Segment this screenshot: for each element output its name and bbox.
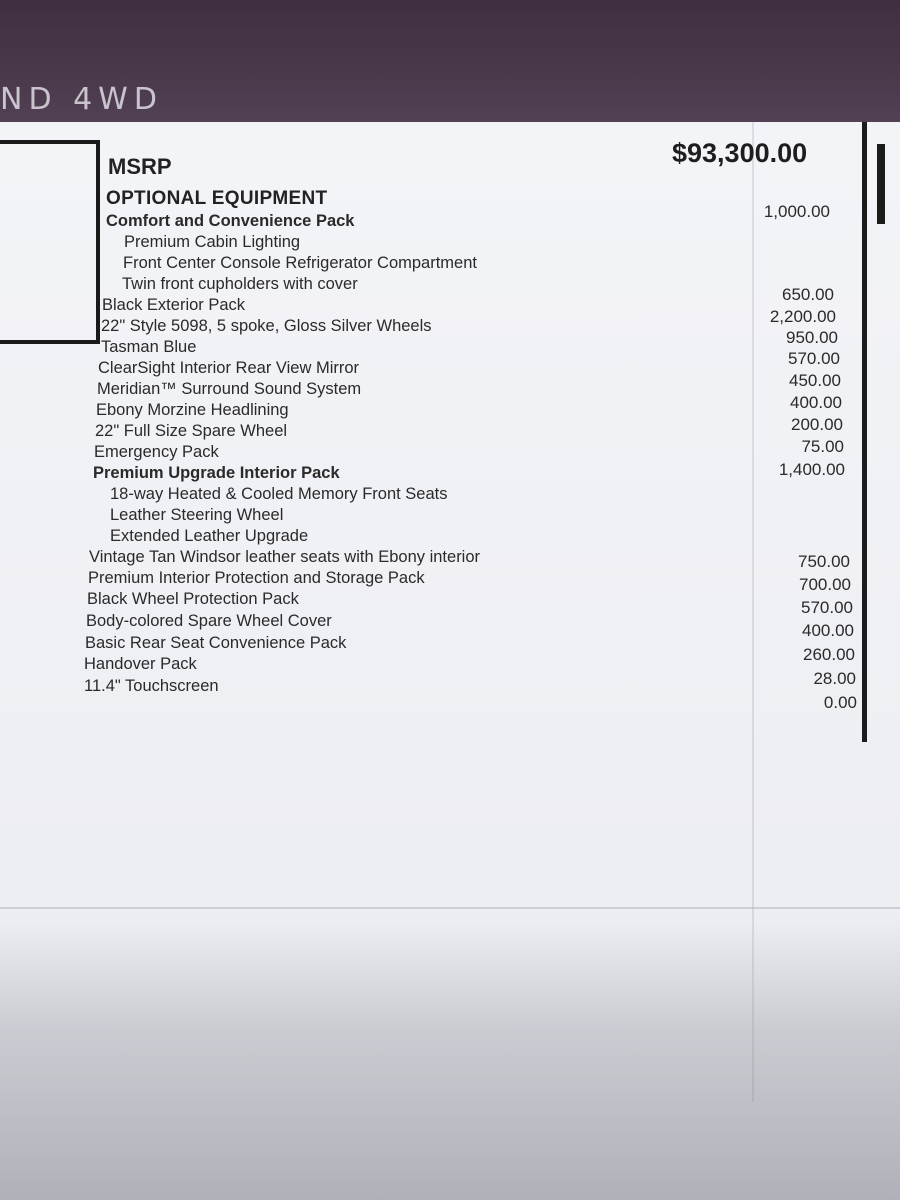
price-value: 0.00 [823,693,857,712]
equipment-item: 22" Full Size Spare Wheel [95,422,288,440]
price-value: 950.00 [786,328,838,347]
price-value: 450.00 [789,371,841,390]
equipment-item: Ebony Morzine Headlining [96,401,289,419]
equipment-item: Basic Rear Seat Convenience Pack [85,634,347,652]
equipment-item: Emergency Pack [94,443,219,461]
equipment-item: Body-colored Spare Wheel Cover [86,612,332,630]
equipment-item: Premium Cabin Lighting [124,233,301,251]
equipment-item: Premium Upgrade Interior Pack [93,464,340,482]
price-value: 2,200.00 [769,307,836,326]
backdrop [0,0,900,140]
price-value: 28.00 [813,669,856,688]
msrp-label: MSRP [108,154,172,179]
price-value: 75.00 [801,437,844,456]
equipment-item: Front Center Console Refrigerator Compartment [123,254,477,272]
price-value: 260.00 [803,645,855,664]
equipment-item: Black Exterior Pack [102,296,246,314]
equipment-item: Twin front cupholders with cover [122,275,358,293]
price-value: 400.00 [802,621,854,640]
horizontal-fold [0,907,900,909]
equipment-item: Meridian™ Surround Sound System [97,380,362,398]
equipment-item: Vintage Tan Windsor leather seats with Ebony interior [89,548,481,566]
price-value: 570.00 [801,598,853,617]
equipment-item: Tasman Blue [101,338,197,356]
window-sticker [0,122,900,1200]
price-value: 200.00 [791,415,843,434]
vehicle-model-fragment: ND 4WD [0,82,163,117]
price-value: 1,000.00 [763,202,830,221]
equipment-item: 18-way Heated & Cooled Memory Front Seats [110,485,448,503]
price-value: 650.00 [782,285,834,304]
equipment-item: Comfort and Convenience Pack [106,212,355,230]
right-border [862,122,900,742]
price-value: 1,400.00 [778,460,845,479]
equipment-item: 22" Style 5098, 5 spoke, Gloss Silver Wheels [101,317,432,335]
equipment-item: Premium Interior Protection and Storage Pack [88,569,425,587]
optional-equipment-title: OPTIONAL EQUIPMENT [106,188,328,209]
price-value: 750.00 [798,552,850,571]
equipment-item: Extended Leather Upgrade [110,527,309,545]
price-value: 400.00 [790,393,842,412]
equipment-item: Black Wheel Protection Pack [87,590,299,608]
equipment-item: Handover Pack [84,655,197,673]
equipment-item: Leather Steering Wheel [110,506,284,524]
shadow [0,922,900,1200]
msrp-value: $93,300.00 [672,138,808,168]
price-value: 700.00 [799,575,851,594]
equipment-item: ClearSight Interior Rear View Mirror [98,359,360,377]
price-value: 570.00 [788,349,840,368]
sticker-box [0,140,100,344]
equipment-item: 11.4" Touchscreen [84,677,219,695]
